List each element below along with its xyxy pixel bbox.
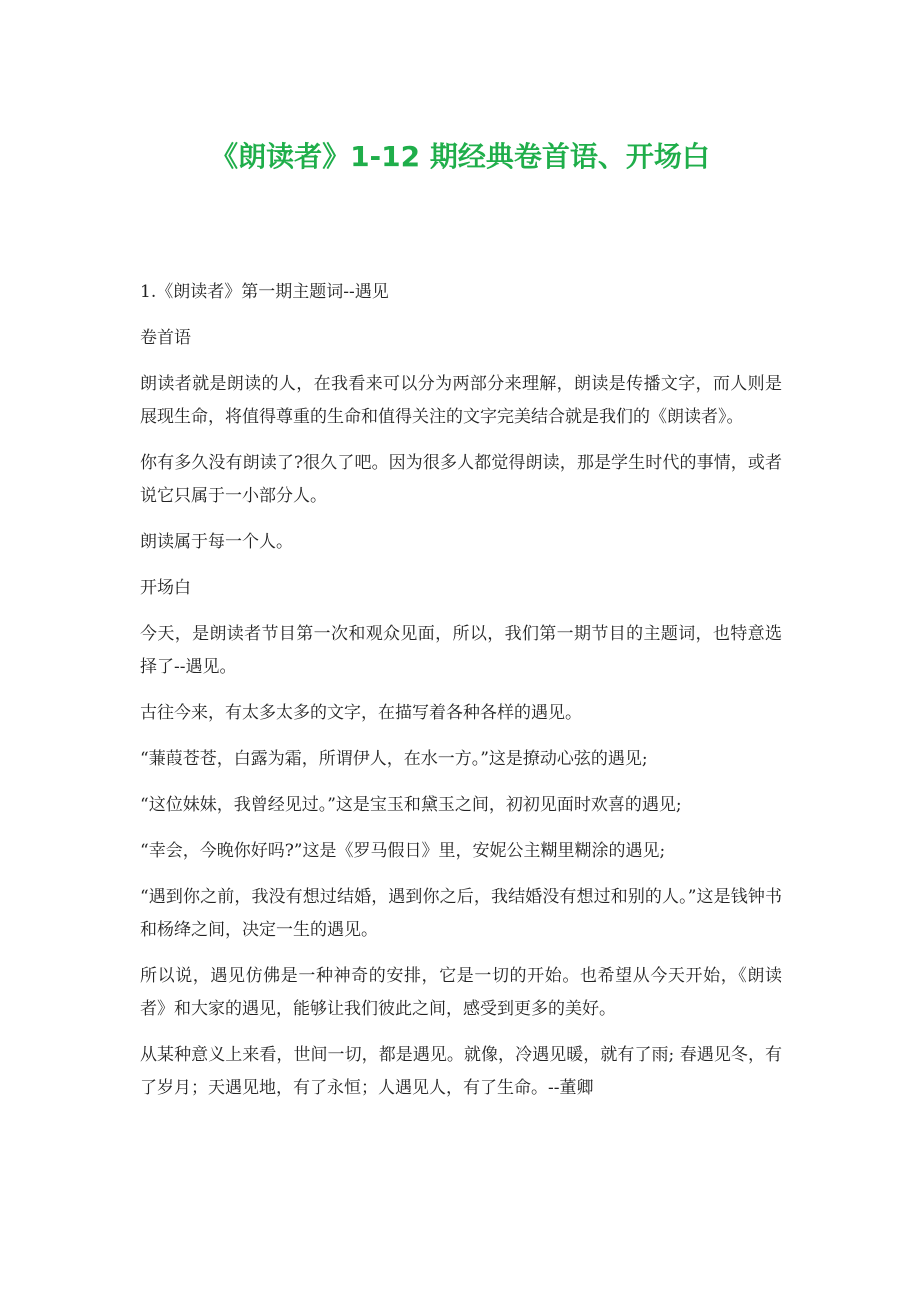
- paragraph: 朗读属于每一个人。: [140, 532, 293, 552]
- paragraph: 古往今来，有太多太多的文字，在描写着各种各样的遇见。: [140, 703, 582, 723]
- paragraph: “这位妹妹，我曾经见过。”这是宝玉和黛玉之间，初初见面时欢喜的遇见;: [140, 795, 682, 815]
- paragraph: 你有多久没有朗读了?很久了吧。因为很多人都觉得朗读，那是学生时代的事情，或者说它只属于一小部分人。: [140, 453, 782, 506]
- paragraph: “遇到你之前，我没有想过结婚，遇到你之后，我结婚没有想过和别的人。”这是钱钟书和杨绛之间，决定一生的遇见。: [140, 887, 782, 940]
- subheading-opening: 开场白: [140, 578, 191, 598]
- document-body: [140, 276, 782, 1118]
- paragraph: 从某种意义上来看，世间一切，都是遇见。就像，冷遇见暖，就有了雨; 春遇见冬，有了岁月；天遇见地，有了永恒；人遇见人，有了生命。--董卿: [140, 1045, 782, 1098]
- paragraph: 朗读者就是朗读的人，在我看来可以分为两部分来理解，朗读是传播文字，而人则是展现生命，将值得尊重的生命和值得关注的文字完美结合就是我们的《朗读者》。: [140, 374, 782, 427]
- section-heading: 1.《朗读者》第一期主题词--遇见: [140, 282, 389, 302]
- subheading-foreword: 卷首语: [140, 328, 191, 348]
- paragraph: “幸会，今晚你好吗?”这是《罗马假日》里，安妮公主糊里糊涂的遇见;: [140, 841, 666, 861]
- paragraph: 今天，是朗读者节目第一次和观众见面，所以，我们第一期节目的主题词，也特意选择了--遇见。: [140, 624, 782, 677]
- page-title: 《朗读者》1-12 期经典卷首语、开场白: [210, 139, 710, 173]
- paragraph: 所以说，遇见仿佛是一种神奇的安排，它是一切的开始。也希望从今天开始，《朗读者》和大家的遇见，能够让我们彼此之间，感受到更多的美好。: [140, 966, 782, 1019]
- paragraph: “蒹葭苍苍，白露为霜，所谓伊人，在水一方。”这是撩动心弦的遇见;: [140, 749, 648, 769]
